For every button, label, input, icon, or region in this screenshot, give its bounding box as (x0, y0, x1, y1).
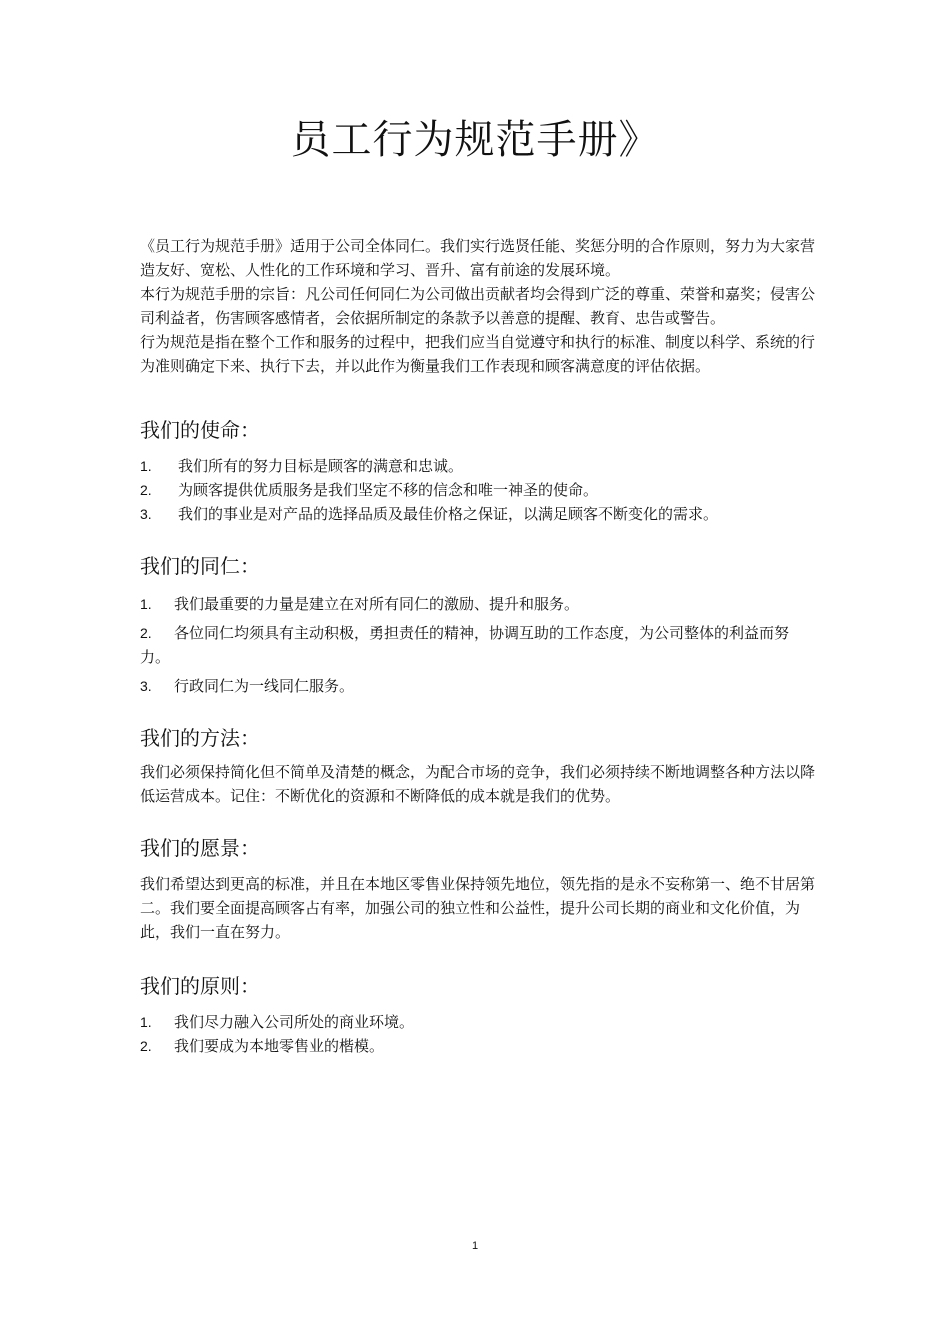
list-number: 2. (140, 482, 152, 498)
list-number: 1. (140, 596, 152, 612)
intro-paragraph: 本行为规范手册的宗旨：凡公司任何同仁为公司做出贡献者均会得到广泛的尊重、荣誉和嘉奖；侵害公司利益者，伤害顾客感情者，会依据所制定的条款予以善意的提醒、教育、忠告或警告。 (140, 285, 816, 327)
document-title: 员工行为规范手册》 (290, 117, 660, 163)
list-number: 1. (140, 1014, 152, 1030)
page-number: 1 (471, 1240, 479, 1252)
section-heading-mission: 我们的使命： (140, 418, 260, 442)
intro-paragraph: 行为规范是指在整个工作和服务的过程中，把我们应当自觉遵守和执行的标准、制度以科学、系统的行为准则确定下来、执行下去，并以此作为衡量我们工作表现和顾客满意度的评估依据。 (140, 333, 816, 375)
list-text: 我们最重要的力量是建立在对所有同仁的激励、提升和服务。 (174, 595, 580, 613)
list-item (140, 592, 815, 616)
list-number: 3. (140, 506, 152, 522)
section-heading-principles: 我们的原则： (140, 974, 260, 998)
section-heading-method: 我们的方法： (140, 726, 260, 750)
list-text: 我们要成为本地零售业的楷模。 (174, 1037, 385, 1055)
list-text: 行政同仁为一线同仁服务。 (174, 677, 355, 695)
section-heading-vision: 我们的愿景： (140, 836, 260, 860)
list-item (140, 454, 815, 478)
list-item (140, 674, 815, 698)
list-text: 我们尽力融入公司所处的商业环境。 (174, 1013, 415, 1031)
vision-paragraph: 我们希望达到更高的标准，并且在本地区零售业保持领先地位，领先指的是永不妄称第一、绝不甘居第二。我们要全面提高顾客占有率，加强公司的独立性和公益性，提升公司长期的商业和文化价值，为此，我们一直在努力。 (140, 875, 816, 941)
list-text: 我们所有的努力目标是顾客的满意和忠诚。 (178, 457, 464, 475)
list-item (140, 1010, 815, 1034)
colleagues-list (140, 592, 815, 698)
list-number: 2. (140, 1038, 152, 1054)
section-heading-colleagues: 我们的同仁： (140, 554, 260, 578)
list-item (140, 502, 815, 526)
intro-paragraph: 《员工行为规范手册》适用于公司全体同仁。我们实行选贤任能、奖惩分明的合作原则，努力为大家营造友好、宽松、人性化的工作环境和学习、晋升、富有前途的发展环境。 (140, 237, 816, 279)
principles-list (140, 1010, 815, 1058)
method-paragraph: 我们必须保持简化但不简单及清楚的概念，为配合市场的竞争，我们必须持续不断地调整各种方法以降低运营成本。记住：不断优化的资源和不断降低的成本就是我们的优势。 (140, 763, 816, 805)
list-item (140, 1034, 815, 1058)
list-text: 为顾客提供优质服务是我们坚定不移的信念和唯一神圣的使命。 (178, 481, 599, 499)
list-number: 3. (140, 678, 152, 694)
document-body (140, 234, 815, 1058)
list-number: 2. (140, 625, 152, 641)
list-item (140, 621, 815, 669)
list-number: 1. (140, 458, 152, 474)
list-text: 我们的事业是对产品的选择品质及最佳价格之保证，以满足顾客不断变化的需求。 (178, 505, 719, 523)
mission-list (140, 454, 815, 526)
list-item (140, 478, 815, 502)
list-text: 各位同仁均须具有主动积极，勇担责任的精神，协调互助的工作态度，为公司整体的利益而努力。 (140, 624, 790, 666)
